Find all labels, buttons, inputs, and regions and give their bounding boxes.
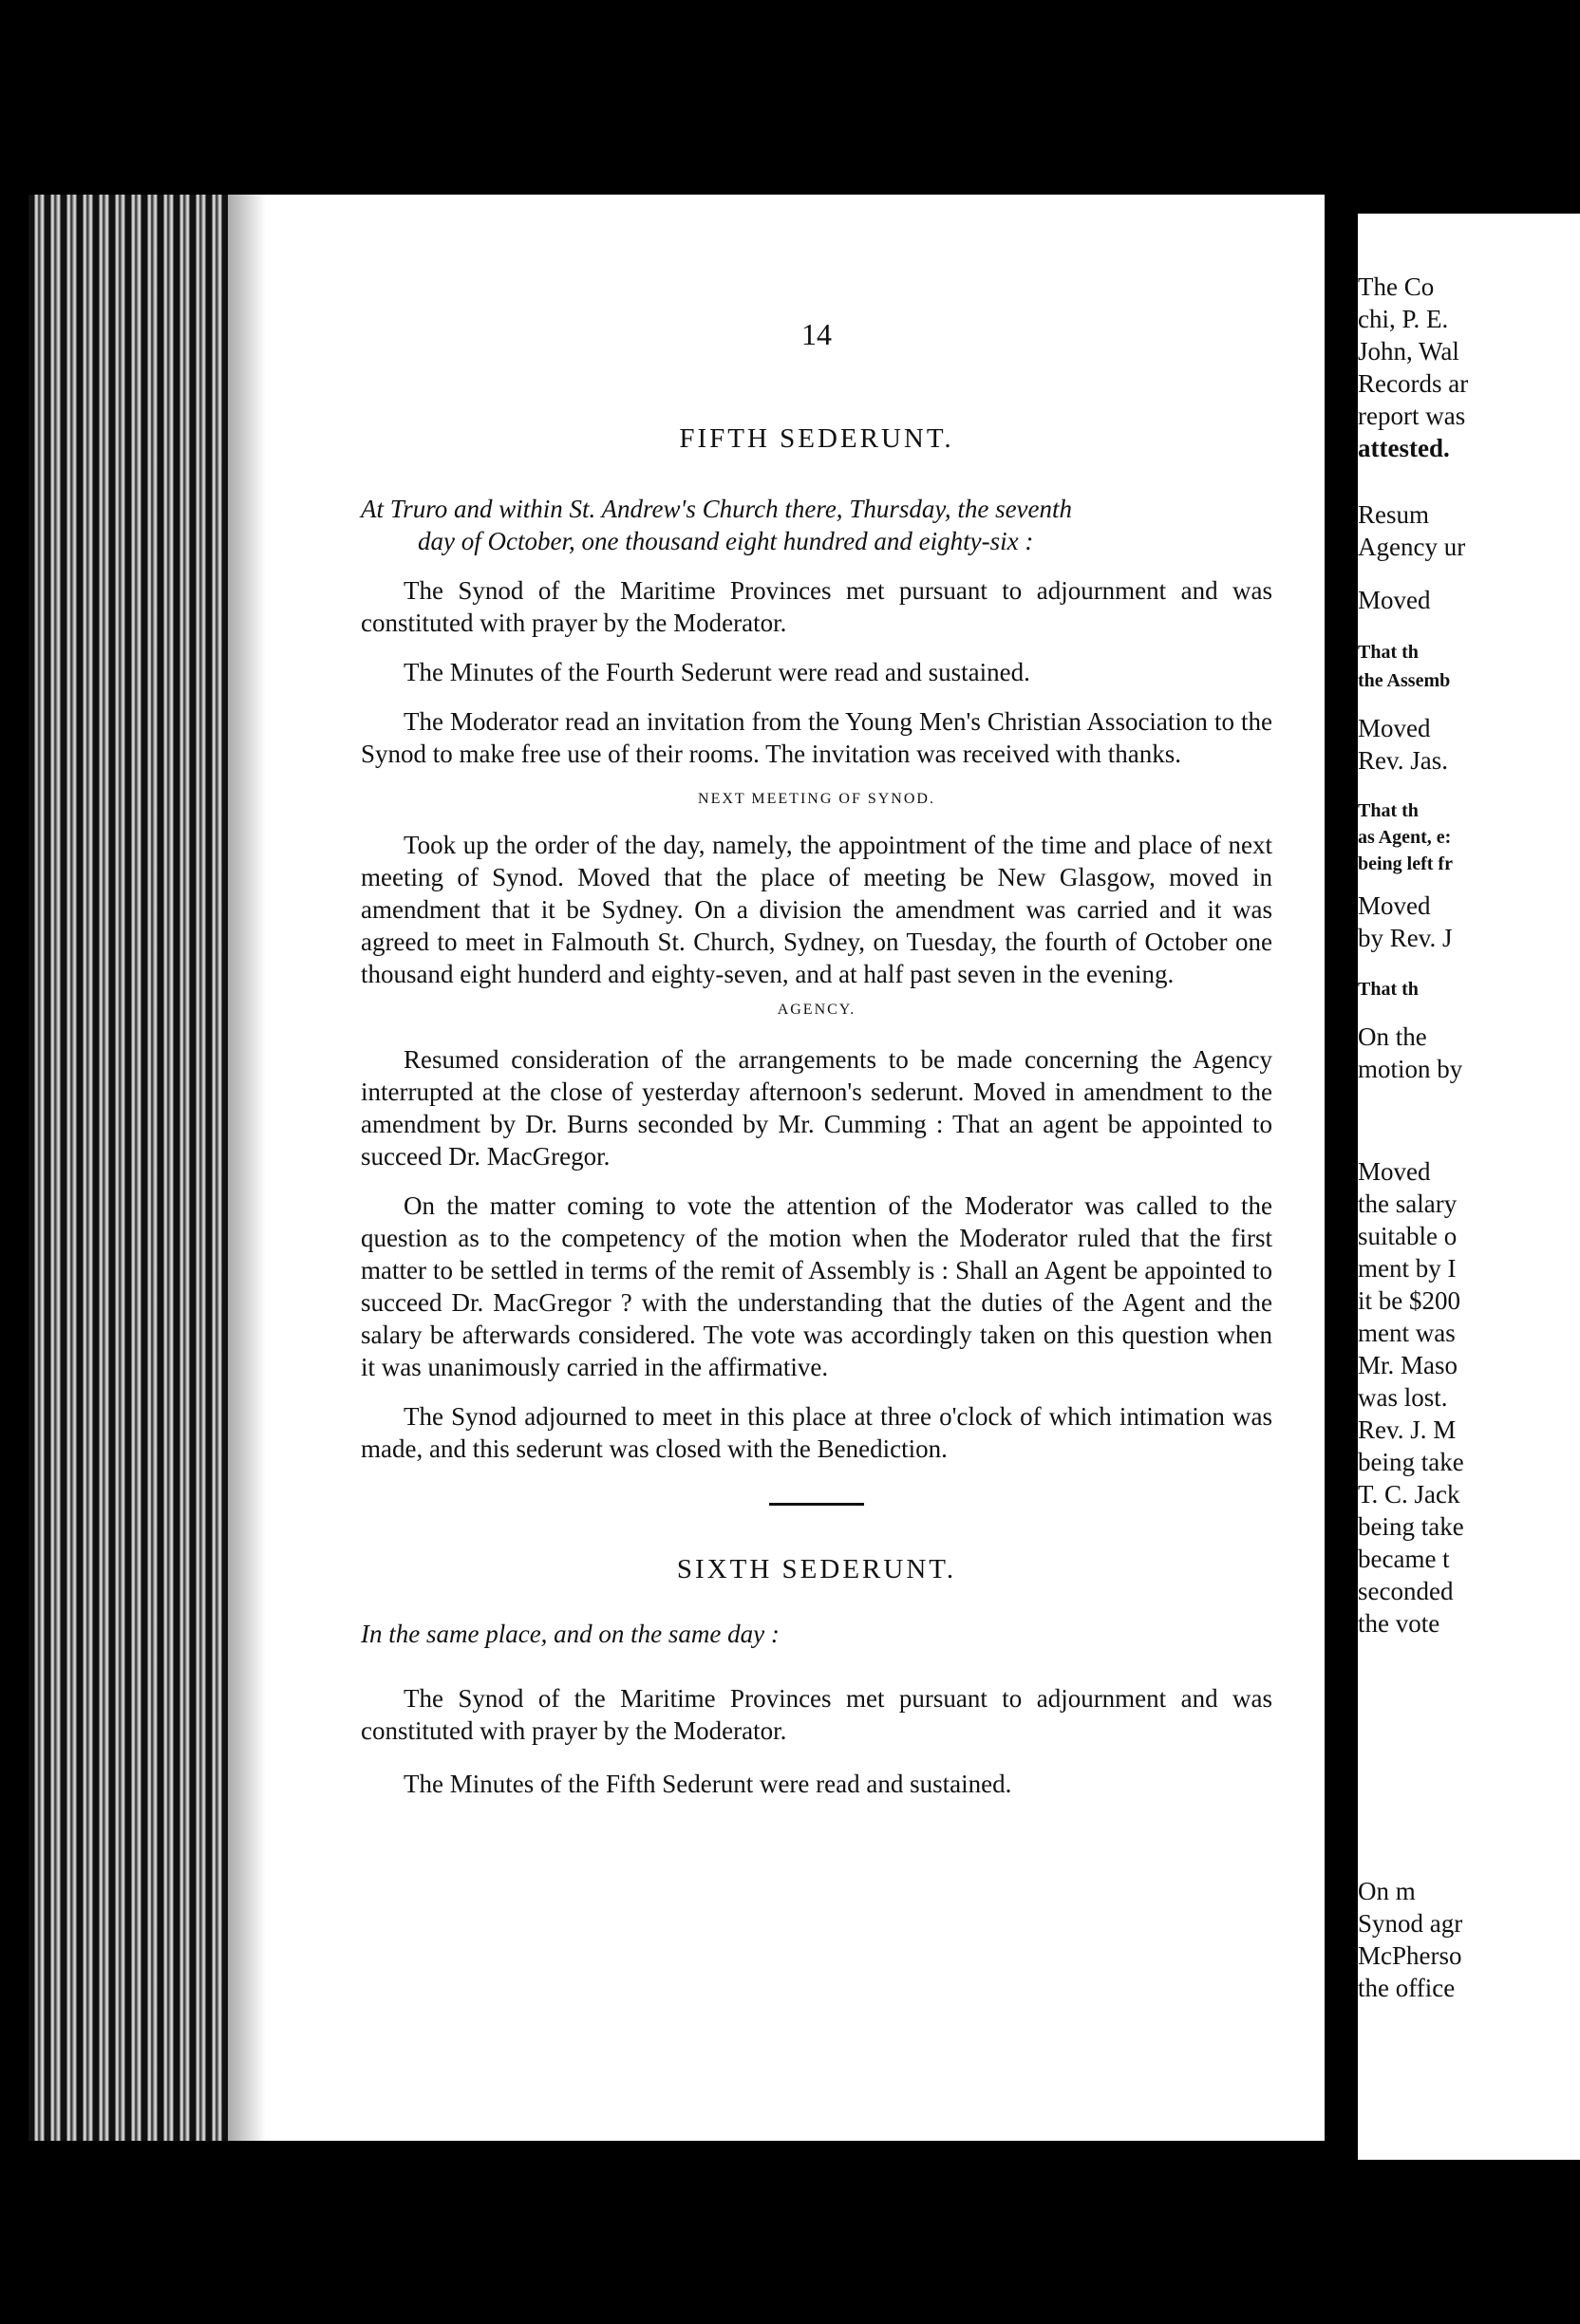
right-page-line: Rev. Jas. — [1358, 746, 1448, 775]
fifth-sederunt-title: FIFTH SEDERUNT. — [679, 423, 954, 454]
right-page-line: Moved — [1358, 586, 1431, 614]
right-page-line: suitable o — [1358, 1222, 1458, 1250]
right-page-line: That th — [1358, 979, 1419, 1000]
right-page-line: ment by I — [1358, 1254, 1457, 1283]
book-spine — [28, 195, 228, 2141]
right-page-line: motion by — [1358, 1055, 1463, 1083]
right-page-line: Agency ur — [1358, 533, 1466, 561]
right-page-line: the Assemb — [1358, 670, 1451, 691]
sixth-paragraph-1: The Synod of the Maritime Provinces met pursuant to adjournment and was constituted with prayer by the Moderator. — [361, 1684, 1272, 1745]
right-page-line: That th — [1358, 642, 1419, 663]
heading-agency: AGENCY. — [777, 1002, 856, 1018]
right-page-line: On the — [1358, 1022, 1427, 1051]
right-page-line: T. C. Jack — [1358, 1480, 1460, 1509]
fifth-sederunt — [361, 422, 1272, 1800]
right-page-line: by Rev. J — [1358, 924, 1453, 952]
right-page-line: the salary — [1358, 1190, 1458, 1218]
right-page-line: ment was — [1358, 1319, 1456, 1347]
spine-shadow — [228, 195, 266, 2141]
right-page-line: The Co — [1358, 272, 1435, 301]
right-page-line: Synod agr — [1358, 1909, 1463, 1938]
heading-next-meeting: NEXT MEETING OF SYNOD. — [698, 791, 935, 807]
right-page-line: chi, P. E. — [1358, 305, 1449, 333]
right-page-line: report was — [1358, 402, 1466, 430]
right-page-line: Records ar — [1358, 369, 1469, 398]
fifth-place-line2: day of October, one thousand eight hundred and eighty-six : — [418, 527, 1034, 555]
right-page-line: That th — [1358, 800, 1419, 821]
sixth-place-line: In the same place, and on the same day : — [361, 1620, 780, 1648]
right-page-line: John, Wal — [1358, 337, 1459, 365]
sixth-sederunt-title: SIXTH SEDERUNT. — [676, 1554, 957, 1584]
right-page-line: On m — [1358, 1877, 1416, 1905]
right-page-line: it be $200 — [1358, 1286, 1460, 1315]
right-page-line: Moved — [1358, 1157, 1431, 1186]
right-page-partial — [1358, 214, 1580, 2160]
right-page-line: being take — [1358, 1512, 1464, 1541]
right-page-line: McPherso — [1358, 1941, 1462, 1970]
right-page-line: became t — [1358, 1545, 1450, 1573]
right-page-line: being left fr — [1358, 853, 1453, 874]
right-page-line: Mr. Maso — [1358, 1351, 1458, 1379]
right-page-line: was lost. — [1358, 1383, 1448, 1412]
fifth-paragraph-1: The Synod of the Maritime Provinces met pursuant to adjournment and was constituted with prayer by the Moderator. — [361, 576, 1272, 637]
right-page-line: being take — [1358, 1448, 1464, 1476]
right-page-line: Moved — [1358, 714, 1431, 742]
fifth-paragraph-2: The Minutes of the Fourth Sederunt were read and sustained. — [404, 658, 1030, 686]
right-page-line: attested. — [1358, 434, 1450, 462]
fifth-paragraph-6: On the matter coming to vote the attention of the Moderator was called to the question as to the competency of the motion when the Moderator ruled that the first matter to be settled in terms of the remit of Assembly is : Shall an Agent be appointed to succeed Dr. MacGregor ? with the understanding that the duties of the Agent and the salary be afterwards considered. The vote was accordingly taken on this question when it was unanimously carried in the affirmative. — [361, 1191, 1272, 1381]
right-page-line: the office — [1358, 1974, 1456, 2002]
fifth-paragraph-5: Resumed consideration of the arrangements to be made concerning the Agency interrupted at the close of yesterday afternoon's sederunt. Moved in amendment to the amendment by Dr. Burns seconded by Mr. Cumming : That an agent be appointed to succeed Dr. MacGregor. — [361, 1045, 1272, 1171]
fifth-paragraph-7: The Synod adjourned to meet in this place at three o'clock of which intimation was made, and this sederunt was closed with the Benediction. — [361, 1402, 1272, 1463]
right-page-line: as Agent, e: — [1358, 827, 1452, 848]
right-page-line: seconded — [1358, 1577, 1454, 1605]
right-page-line: Moved — [1358, 891, 1431, 920]
sixth-paragraph-2: The Minutes of the Fifth Sederunt were read and sustained. — [404, 1770, 1012, 1798]
fifth-paragraph-4: Took up the order of the day, namely, the appointment of the time and place of next meeting of Synod. Moved that the place of meeting be New Glasgow, moved in amendment that it be Sydney. On a division the amendment was carried and it was agreed to meet in Falmouth St. Church, Sydney, on Tuesday, the fourth of October one thousand eight hunderd and eighty-seven, and at half past seven in the evening. — [361, 831, 1272, 988]
right-page-line: the vote — [1358, 1609, 1440, 1638]
left-page — [28, 195, 1325, 2141]
right-page-line: Rev. J. M — [1358, 1415, 1457, 1444]
right-page-line: Resum — [1358, 500, 1430, 529]
fifth-place-line1: At Truro and within St. Andrew's Church there, Thursday, the seventh — [361, 495, 1073, 523]
page-number: 14 — [801, 317, 832, 351]
fifth-paragraph-3: The Moderator read an invitation from the Young Men's Christian Association to the Synod to make free use of their rooms. The invitation was received with thanks. — [361, 707, 1272, 768]
